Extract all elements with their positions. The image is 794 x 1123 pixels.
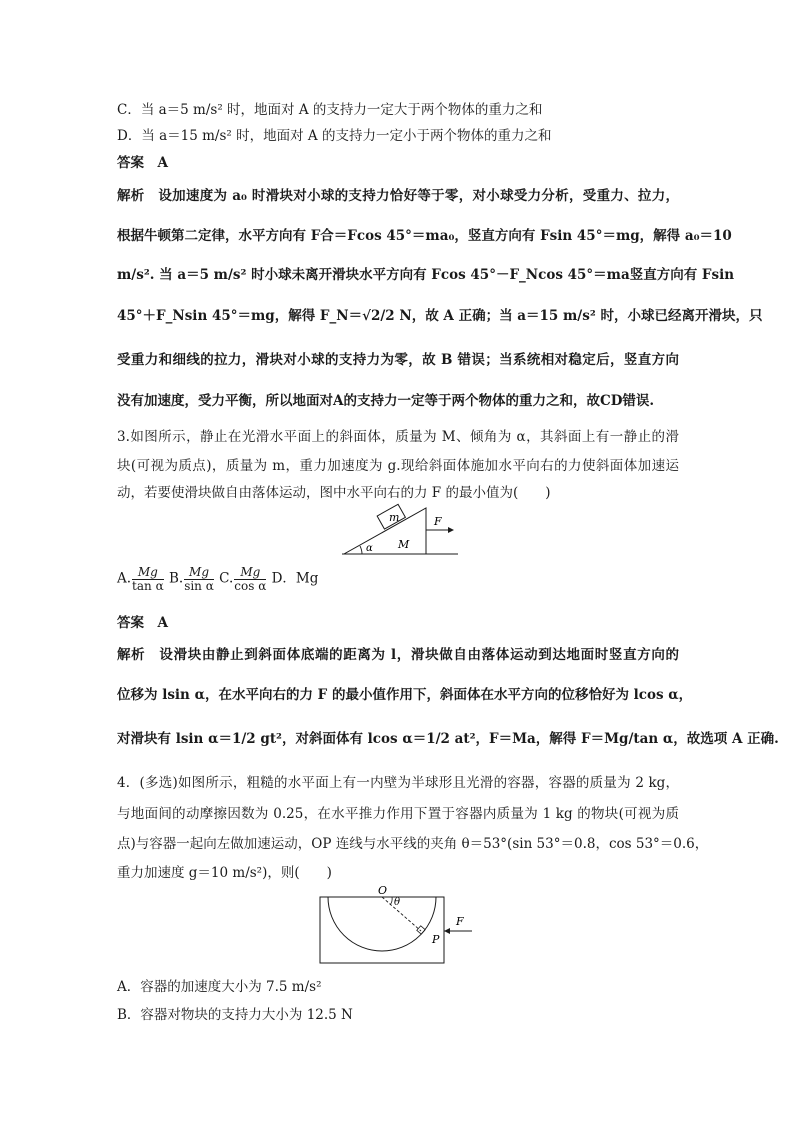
label-M: M — [398, 538, 410, 551]
question-4-stem: 与地面间的动摩擦因数为 0.25，在水平推力作用下置于容器内质量为 1 kg 的物块(可视为质 — [117, 806, 679, 822]
option-a: A．容器的加速度大小为 7.5 m/s² — [117, 979, 322, 995]
push-force-arrowhead — [444, 928, 450, 934]
analysis-line: 没有加速度，受力平衡，所以地面对A的支持力一定等于两个物体的重力之和，故CD错误. — [117, 393, 655, 409]
label-alpha: α — [366, 543, 373, 554]
analysis-line: m/s². 当 a＝5 m/s² 时小球未离开滑块水平方向有 Fcos 45°－F_Ncos 45°＝ma竖直方向有 Fsin — [117, 267, 735, 283]
op-line — [382, 897, 421, 931]
question-3-stem: 3.如图所示，静止在光滑水平面上的斜面体，质量为 M、倾角为 α，其斜面上有一静止的滑 — [117, 429, 679, 445]
label-O: O — [378, 885, 388, 897]
option-c: C．当 a＝5 m/s² 时，地面对 A 的支持力一定大于两个物体的重力之和 — [117, 102, 543, 118]
label-F: F — [434, 515, 442, 528]
container-figure — [310, 885, 480, 967]
hemisphere-inner — [328, 897, 436, 951]
analysis-line: 受重力和细线的拉力，滑块对小球的支持力为零，故 B 错误；当系统相对稳定后，竖直方向 — [117, 352, 679, 368]
question-3-stem: 块(可视为质点)，质量为 m，重力加速度为 g.现给斜面体施加水平向右的力使斜面体加速运 — [117, 458, 679, 474]
analysis-line: 根据牛顿第二定律，水平方向有 F合＝Fcos 45°＝ma₀，竖直方向有 Fsin 45°＝mg，解得 a₀＝10 — [117, 228, 732, 244]
block-p — [417, 926, 425, 934]
label-theta: θ — [394, 897, 401, 908]
answer-q3: 答案 A — [117, 615, 168, 631]
answer-q2: 答案 A — [117, 155, 168, 171]
question-3-stem: 动，若要使滑块做自由落体运动，图中水平向右的力 F 的最小值为( ) — [117, 485, 551, 501]
question-4-stem: 4．(多选)如图所示，粗糙的水平面上有一内壁为半球形且光滑的容器，容器的质量为 2 kg， — [117, 775, 679, 791]
analysis-line: 45°＋F_Nsin 45°＝mg，解得 F_N＝√2/2 N，故 A 正确；当 a＝15 m/s² 时，小球已经离开滑块，只 — [117, 308, 763, 324]
option-d: D．当 a＝15 m/s² 时，地面对 A 的支持力一定小于两个物体的重力之和 — [117, 128, 552, 144]
option-b: B．容器对物块的支持力大小为 12.5 N — [117, 1007, 353, 1023]
analysis-line: 解析 设滑块由静止到斜面体底端的距离为 l，滑块做自由落体运动到达地面时竖直方向的 — [117, 647, 679, 663]
question-3-options: A. $\frac{Mg}{\text{tan α}}$ B. $\frac{Mg}{\text{sin α}}$ C. $\frac{Mg}{\text{cos α}}$ D．Mg — [117, 565, 319, 593]
analysis-line: 解析 设加速度为 a₀ 时滑块对小球的支持力恰好等于零，对小球受力分析，受重力、拉力， — [117, 188, 679, 204]
force-arrowhead — [448, 527, 454, 533]
analysis-line: 对滑块有 lsin α＝1/2 gt²，对斜面体有 lcos α＝1/2 at²，F＝Ma，解得 F＝Mg/tan α，故选项 A 正确. — [117, 731, 779, 747]
label-F: F — [456, 915, 464, 928]
incline-figure — [340, 500, 460, 562]
analysis-line: 位移为 lsin α，在水平向右的力 F 的最小值作用下，斜面体在水平方向的位移恰好为 lcos α， — [117, 687, 693, 703]
label-P: P — [432, 933, 440, 946]
question-4-stem: 点)与容器一起向左做加速运动，OP 连线与水平线的夹角 θ＝53°(sin 53°＝0.8，cos 53°＝0.6， — [117, 836, 709, 852]
angle-arc — [360, 546, 362, 554]
question-4-stem: 重力加速度 g＝10 m/s²)，则( ) — [117, 865, 332, 881]
label-m: m — [389, 511, 400, 524]
